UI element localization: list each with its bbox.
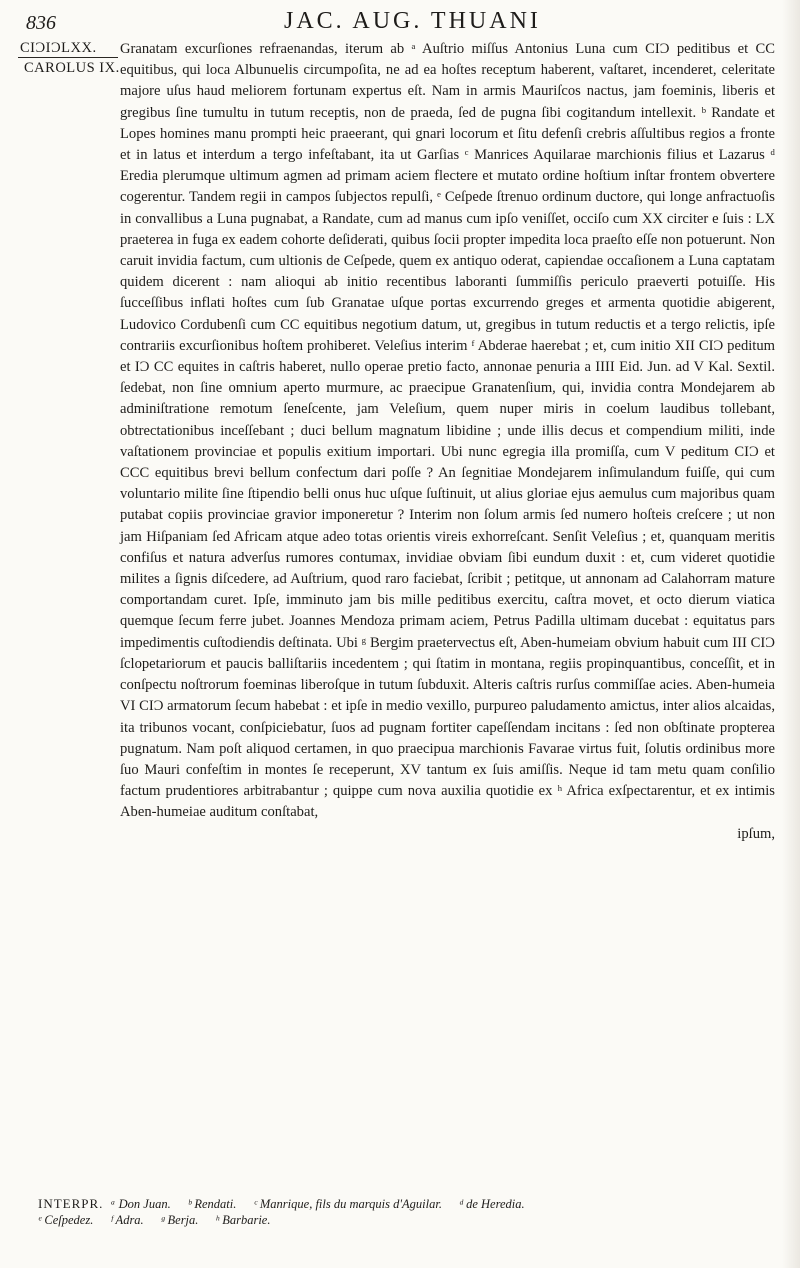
footnote-f: ᶠ Adra. — [110, 1213, 144, 1227]
catchword: ipſum, — [737, 825, 775, 842]
footnote-e: ᵉ Ceſpedez. — [38, 1213, 94, 1227]
running-head: JAC. AUG. THUANI — [284, 8, 541, 34]
footnote-g: ᵍ Berja. — [160, 1213, 199, 1227]
footnote-label: INTERPR. — [38, 1196, 104, 1211]
footnote-a: ᵃ Don Juan. — [110, 1197, 171, 1211]
footnote-b: ᵇ Rendati. — [187, 1197, 237, 1211]
footnote-c: ᶜ Manrique, fils du marquis d'Aguilar. — [253, 1197, 442, 1211]
page-number: 836 — [26, 12, 56, 34]
page-header — [26, 8, 786, 40]
footnotes — [38, 1196, 778, 1228]
footnote-line-2 — [38, 1212, 778, 1228]
margin-king: CAROLUS IX. — [24, 60, 120, 76]
body-text — [120, 39, 775, 845]
footnote-d: ᵈ de Heredia. — [459, 1197, 525, 1211]
page-edge-shadow — [782, 0, 800, 1268]
main-paragraph: Granatam excurſiones refraenandas, iterum ab ᵃ Auſtrio miſſus Antonius Luna cum CIƆ peditibus et CC equitibus, qui loca Albunuelis circumpoſita, ne ad ea hoſtes receptum haberent, vaſtaret, incenderet, celeritate majore uſus haud meliorem fortunam expertus eſt. Nam in armis Mauriſcos nactus, jam foeminis, liberis et gregibus ſine tumultu in tutum receptis, non de praeda, ſed de pugna ſibi cogitandum intellexit. ᵇ Randate et Lopes homines manu prompti heic praeerant, qui gnari locorum et ſitu defenſi crebris aſſultibus regios a fronte et in latus et interdum a tergo infeſtabant, ita ut Garſias ᶜ Manrices Aquilarae marchionis filius et Lazarus ᵈ Eredia plerumque ultimum agmen ad primam aciem flectere et mutato ordine hoſtium inſtar frontem obvertere cogerentur. Tandem regii in campos ſubjectos repulſi, ᵉ Ceſpede ſtrenuo ordinum ductore, qui longe anfractuoſis in convallibus a Luna pugnabat, a Randate, cum ad manus cum ipſo veniſſet, occiſo cum XX circiter e ſuis : LX praeterea in fuga ex eadem cohorte deſiderati, quibus ſocii propter impedita loca praeſto eſſe non potuerunt. Non caruit invidia factum, cum ultionis de Ceſpede, quem ex antiquo oderat, capiendae occaſionem a Luna captatam quidem dicerent : nam alioqui ab initio recentibus laboranti ſummiſſis periculo praeverti potuiſſe. His ſucceſſibus inflati hoſtes cum ſub Granatae uſque portas excurrendo greges et armenta quotidie abigerent, Ludovico Cordubenſi cum CC equitibus negotium datum, ut, gregibus in tutum reductis et a tergo relictis, ipſe contrariis excurſionibus hoſtem prohiberet. Veleſius interim ᶠ Abderae haerebat ; et, cum initio XII CIƆ peditum et IƆ CC equites in caſtris haberet, nullo operae pretio facto, annonae penuria a IIII Eid. Jun. ad V Kal. Sextil. ſedebat, non ſine omnium aperto murmure, ac praecipue Granatenſium, qui, invidia contra Mondejarem ab adminiſtratione remotum ſeneſcente, jam Veleſium, quem nuper miris in coelum laudibus tollebant, obtrectationibus inceſſebant ; duci bellum magnatum libidine ; unde illis decus et compendium militi, inde vaſtationem provinciae et populis exitium importari. Ubi nunc egregia illa promiſſa, cum V peditum CIƆ et CCC equitibus brevi bellum confectum dari poſſe ? An ſegnitiae Mondejarem inſimulandum fuiſſe, qui cum voluntario milite ſine ſtipendio belli onus huc uſque ſuſtinuit, ut alius gloriae ejus aemulus cum majoribus quam putabat copiis provinciae gravior imponeretur ? Interim non ſolum armis ſed numero hoſteis creſcere ; ut non jam Hiſpaniam ſed Africam atque adeo totas orientis vireis exhorreſcant. Senſit Veleſius ; et, quanquam meritis confiſus et natura adverſus rumores contumax, invidiae obviam ſibi eundum duxit : et, cum videret quotidie milites a ſignis diſcedere, ad Auſtrium, quod raro faciebat, ſcribit ; petitque, ut annonam ad Calahorram mature comportandam curet. Ipſe, imminuto jam bis mille peditibus exercitu, caſtra movet, et octo dierum viatica quemque ſecum ferre jubet. Joannes Mendoza primam aciem, Petrus Padilla ultimam ducebat : equitatus pars impedimentis cuſtodiendis deſtinata. Ubi ᵍ Bergim praetervectus eſt, Aben-humeiam obvium habuit cum III CIƆ ſclopetariorum et paucis balliſtariis incedentem ; qui ſtatim in montana, regiis propinquantibus, conceſſit, et in conſpectu noſtrorum foeminas liberoſque in tutum ſubduxit. Alteris caſtris rurſus commiſſae acies. Aben-humeia VI CIƆ armatorum ſecum habebat : et ipſe in medio vexillo, purpureo paludamento amictus, inter alios alcaidas, ita tribunos vocant, conſpiciebatur, ſuos ad pugnam fortiter capeſſendam incitans : ſed non obſtinate propterea pugnatum. Nam poſt aliquod certamen, in quo praecipua marchionis Favarae virtus fuit, ſolutis ordinibus more ſuo Mauri confeſtim in montes ſe receperunt, XV tantum ex ſuis amiſſis. Neque id tam metu quam conſilio factum prudentiores arbitrabantur ; quippe cum nova auxilia quotidie ex ʰ Africa exſpectarentur, et ex intimis Aben-humeiae auditum conſtabat, — [120, 41, 775, 821]
footnote-h: ʰ Barbarie. — [215, 1213, 271, 1227]
margin-year: CIƆIƆLXX. — [20, 40, 97, 56]
footnote-line-1 — [38, 1196, 778, 1212]
margin-rule — [18, 57, 118, 58]
